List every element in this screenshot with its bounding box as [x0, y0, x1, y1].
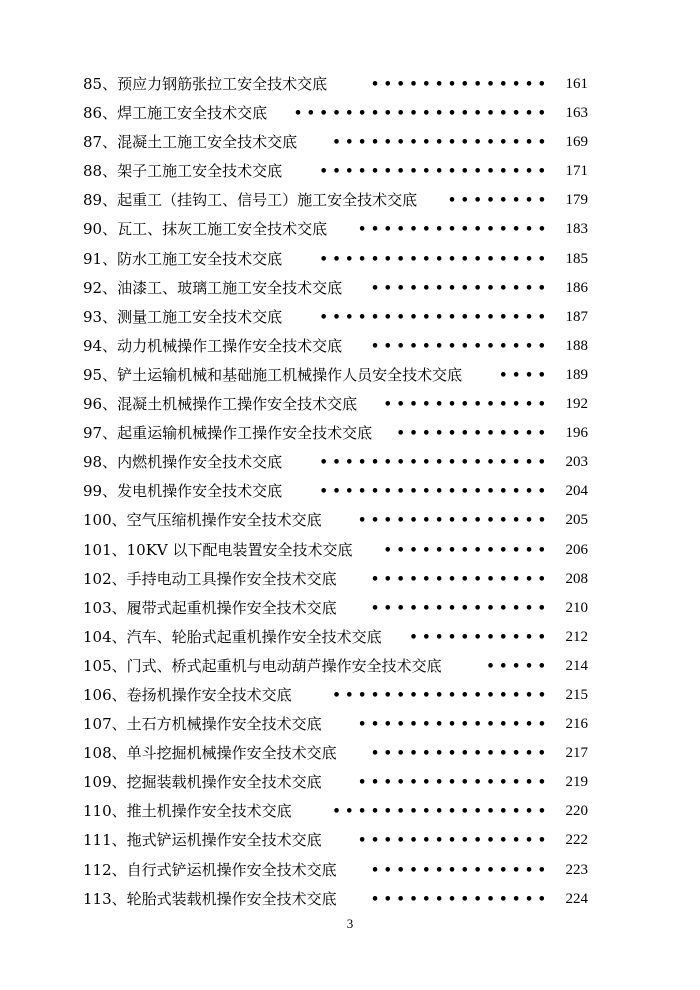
toc-entry-page: 208 [565, 570, 588, 587]
toc-entry-number: 100、 [83, 511, 127, 530]
toc-leader-dots: • • • • • • • • • • • • • • [370, 338, 546, 354]
toc-entry-page: 185 [565, 250, 588, 267]
toc-entry[interactable] [83, 303, 588, 332]
toc-leader-dots: • • • • • • • • • • • • • • • [358, 513, 546, 529]
toc-entry-title: 卷扬机操作安全技术交底 [126, 685, 292, 704]
toc-entry-page: 206 [565, 541, 588, 558]
toc-entry-number: 87、 [83, 133, 118, 152]
toc-entry[interactable] [83, 739, 588, 768]
toc-entry-page: 212 [565, 628, 588, 645]
toc-leader-dots: • • • • • • • • • • • • • • • • • [332, 135, 546, 151]
toc-entry-page: 224 [565, 890, 588, 907]
toc-entry-page: 205 [565, 512, 588, 529]
toc-entry-page: 203 [565, 454, 588, 471]
toc-entry-title: 土石方机械操作安全技术交底 [126, 715, 322, 734]
toc-entry[interactable] [83, 215, 588, 244]
toc-leader-dots: • • • • • • • • • • • • • • [370, 862, 546, 878]
toc-entry-number: 106、 [83, 685, 127, 704]
toc-entry[interactable] [83, 157, 588, 186]
toc-entry[interactable] [83, 768, 588, 797]
toc-entry-number: 92、 [83, 278, 118, 297]
toc-entry-page: 189 [565, 366, 588, 383]
toc-entry-title: 门式、桥式起重机与电动葫芦操作安全技术交底 [126, 656, 442, 675]
toc-entry-title: 铲土运输机械和基础施工机械操作人员安全技术交底 [117, 365, 463, 384]
toc-entry[interactable] [83, 70, 588, 99]
toc-entry-number: 88、 [83, 162, 118, 181]
toc-entry-title: 内燃机操作安全技术交底 [117, 453, 283, 472]
toc-entry-number: 86、 [83, 104, 118, 123]
toc-entry-number: 101、 [83, 540, 127, 559]
toc-entry-page: 179 [565, 192, 588, 209]
toc-entry-page: 219 [565, 774, 588, 791]
toc-entry-page: 223 [565, 861, 588, 878]
toc-entry-number: 111、 [83, 831, 127, 850]
toc-entry[interactable] [83, 390, 588, 419]
toc-entry-title: 单斗挖掘机械操作安全技术交底 [126, 744, 337, 763]
toc-entry-title: 测量工施工安全技术交底 [117, 307, 283, 326]
toc-entry-title: 混凝土工施工安全技术交底 [117, 133, 298, 152]
toc-entry-page: 187 [565, 308, 588, 325]
toc-entry-title: 空气压缩机操作安全技术交底 [126, 511, 322, 530]
toc-entry[interactable] [83, 419, 588, 448]
table-of-contents [83, 70, 588, 914]
toc-entry-number: 107、 [83, 715, 127, 734]
toc-entry-title: 油漆工、玻璃工施工安全技术交底 [117, 278, 343, 297]
toc-entry-title: 瓦工、抹灰工施工安全技术交底 [117, 220, 328, 239]
toc-leader-dots: • • • • • • • • • • • • • • • • • • [319, 164, 546, 180]
toc-entry-page: 216 [565, 716, 588, 733]
toc-entry-number: 113、 [83, 889, 127, 908]
toc-leader-dots: • • • • • • • • • • • • • • • • • • • • [293, 106, 546, 122]
toc-entry[interactable] [83, 885, 588, 914]
toc-entry[interactable] [83, 332, 588, 361]
toc-leader-dots: • • • • • • • • • • • • • [383, 397, 546, 413]
toc-leader-dots: • • • • • • • • • • • • • • • • • • [319, 309, 546, 325]
toc-leader-dots: • • • • [499, 367, 546, 383]
toc-leader-dots: • • • • • • • • • • • • • [383, 542, 546, 558]
toc-entry-number: 99、 [83, 482, 118, 501]
toc-entry-title: 混凝土机械操作工操作安全技术交底 [117, 395, 358, 414]
toc-entry-title: 起重工（挂钩工、信号工）施工安全技术交底 [117, 191, 418, 210]
toc-leader-dots: • • • • • • • • • • • • • • [370, 891, 546, 907]
toc-entry-title: 起重运输机械操作工操作安全技术交底 [117, 424, 373, 443]
toc-entry-number: 95、 [83, 365, 118, 384]
toc-entry-page: 161 [565, 76, 588, 92]
toc-entry[interactable] [83, 361, 588, 390]
toc-entry[interactable] [83, 710, 588, 739]
toc-entry-number: 98、 [83, 453, 118, 472]
toc-leader-dots: • • • • • • • • [447, 193, 546, 209]
toc-entry-page: 183 [565, 221, 588, 238]
toc-leader-dots: • • • • • • • • • • • • • • • [358, 775, 546, 791]
toc-entry-page: 192 [565, 396, 588, 413]
toc-entry-page: 215 [565, 686, 588, 703]
toc-entry-number: 108、 [83, 744, 127, 763]
toc-entry-page: 204 [565, 483, 588, 500]
toc-entry-title: 挖掘装载机操作安全技术交底 [126, 773, 322, 792]
toc-entry[interactable] [83, 565, 588, 594]
toc-leader-dots: • • • • • • • • • • • • • • [370, 77, 546, 92]
toc-entry-title: 架子工施工安全技术交底 [117, 162, 283, 181]
toc-entry-number: 85、 [83, 75, 118, 93]
toc-entry-page: 163 [565, 105, 588, 122]
toc-entry-title: 10KV 以下配电装置安全技术交底 [126, 540, 353, 559]
toc-leader-dots: • • • • • • • • • • • • • • • • • • [319, 484, 546, 500]
toc-leader-dots: • • • • • [486, 658, 546, 674]
toc-entry-title: 防水工施工安全技术交底 [117, 249, 283, 268]
toc-entry-page: 169 [565, 134, 588, 151]
toc-entry-page: 210 [565, 599, 588, 616]
toc-entry-number: 102、 [83, 569, 127, 588]
toc-entry-page: 186 [565, 279, 588, 296]
toc-entry-number: 109、 [83, 773, 127, 792]
toc-entry[interactable] [83, 128, 588, 157]
toc-entry-title: 发电机操作安全技术交底 [117, 482, 283, 501]
toc-entry-page: 217 [565, 745, 588, 762]
toc-entry[interactable] [83, 477, 588, 506]
toc-entry-title: 自行式铲运机操作安全技术交底 [126, 860, 337, 879]
toc-entry[interactable] [83, 681, 588, 710]
toc-entry-page: 188 [565, 337, 588, 354]
toc-entry[interactable] [83, 99, 588, 128]
toc-entry-title: 手持电动工具操作安全技术交底 [126, 569, 337, 588]
toc-leader-dots: • • • • • • • • • • • • • • • • • [332, 687, 546, 703]
toc-leader-dots: • • • • • • • • • • • • • • [370, 746, 546, 762]
toc-entry[interactable] [83, 274, 588, 303]
toc-entry-number: 112、 [83, 860, 127, 879]
toc-entry[interactable] [83, 826, 588, 855]
toc-entry-title: 焊工施工安全技术交底 [117, 104, 268, 123]
toc-entry[interactable] [83, 506, 588, 535]
toc-entry[interactable] [83, 594, 588, 623]
toc-leader-dots: • • • • • • • • • • • • • • [370, 280, 546, 296]
toc-leader-dots: • • • • • • • • • • • • • • • [358, 833, 546, 849]
toc-entry-title: 履带式起重机操作安全技术交底 [126, 598, 337, 617]
toc-entry-number: 89、 [83, 191, 118, 210]
toc-entry-number: 96、 [83, 395, 118, 414]
page-number: 3 [346, 916, 354, 931]
toc-entry-title: 汽车、轮胎式起重机操作安全技术交底 [126, 627, 382, 646]
toc-entry-title: 推土机操作安全技术交底 [126, 802, 292, 821]
toc-entry-number: 94、 [83, 336, 118, 355]
toc-entry[interactable] [83, 797, 588, 826]
toc-entry-number: 110、 [83, 802, 127, 821]
toc-entry[interactable] [83, 448, 588, 477]
toc-entry-page: 222 [565, 832, 588, 849]
toc-entry-number: 91、 [83, 249, 118, 268]
toc-leader-dots: • • • • • • • • • • • • [396, 426, 546, 442]
toc-leader-dots: • • • • • • • • • • • • • • • • • • [319, 455, 546, 471]
toc-entry-page: 220 [565, 803, 588, 820]
toc-leader-dots: • • • • • • • • • • • • • • • [358, 717, 546, 733]
toc-entry-page: 214 [565, 657, 588, 674]
toc-leader-dots: • • • • • • • • • • • • • • • • • • [319, 251, 546, 267]
toc-entry[interactable] [83, 245, 588, 274]
toc-entry-number: 90、 [83, 220, 118, 239]
toc-entry-number: 104、 [83, 627, 127, 646]
toc-entry[interactable] [83, 186, 588, 215]
toc-entry-number: 103、 [83, 598, 127, 617]
toc-leader-dots: • • • • • • • • • • • • • • • • • [332, 804, 546, 820]
toc-entry[interactable] [83, 652, 588, 681]
toc-entry-title: 拖式铲运机操作安全技术交底 [126, 831, 322, 850]
toc-leader-dots: • • • • • • • • • • • • • • [370, 571, 546, 587]
toc-entry[interactable] [83, 536, 588, 565]
toc-leader-dots: • • • • • • • • • • • • • • • [358, 222, 546, 238]
toc-entry[interactable] [83, 623, 588, 652]
toc-entry[interactable] [83, 856, 588, 885]
toc-leader-dots: • • • • • • • • • • • [409, 629, 546, 645]
toc-entry-number: 105、 [83, 656, 127, 675]
toc-leader-dots: • • • • • • • • • • • • • • [370, 600, 546, 616]
toc-entry-title: 动力机械操作工操作安全技术交底 [117, 336, 343, 355]
toc-entry-number: 97、 [83, 424, 118, 443]
toc-entry-title: 轮胎式装载机操作安全技术交底 [126, 889, 337, 908]
toc-entry-page: 171 [565, 163, 588, 180]
toc-entry-page: 196 [565, 425, 588, 442]
toc-entry-title: 预应力钢筋张拉工安全技术交底 [117, 75, 328, 93]
toc-entry-number: 93、 [83, 307, 118, 326]
